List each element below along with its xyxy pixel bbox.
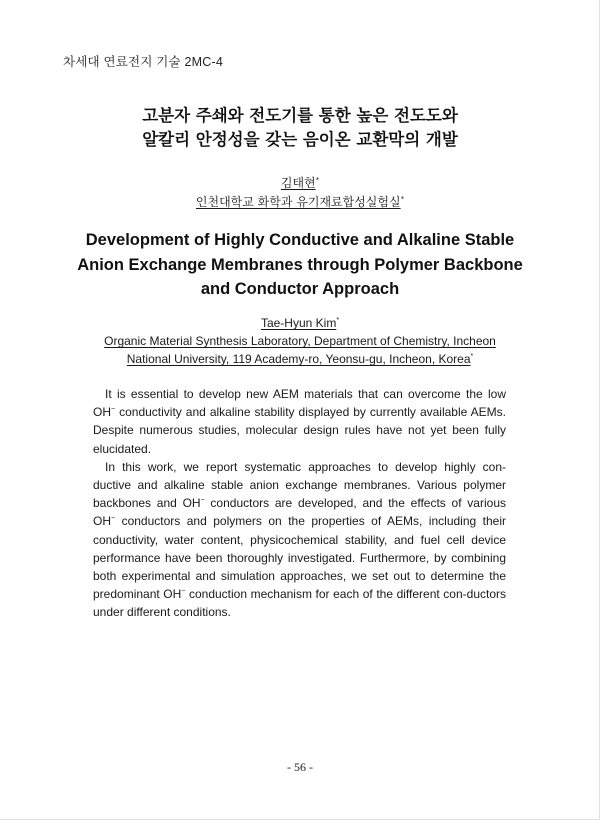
english-affiliation-line-2 <box>0 350 600 368</box>
korean-author <box>0 174 600 193</box>
abstract-p1-text-b: conductivity and alkaline stability displayed by currently available AEMs. Despite numerous studies, molecular design rules have not yet been fully elucidated. <box>93 405 506 456</box>
korean-title-line-1: 고분자 주쇄와 전도기를 통한 높은 전도도와 <box>142 106 458 125</box>
abstract-paragraph-1 <box>93 385 506 458</box>
english-affiliation-mark: * <box>470 353 474 360</box>
english-author <box>0 314 600 332</box>
superscript-minus: − <box>111 515 116 523</box>
english-author-mark: * <box>336 317 340 324</box>
english-author-name: Tae-Hyun Kim <box>260 316 337 330</box>
abstract-p2-text-d: conduction mechanism for each of the different con-ductors under different conditions. <box>93 587 506 620</box>
page-number: - 56 - <box>287 760 313 774</box>
english-title-line-2: Anion Exchange Membranes through Polymer Backbone <box>77 255 523 274</box>
english-title-line-3: and Conductor Approach <box>200 280 400 298</box>
english-author-block <box>0 314 600 368</box>
korean-author-mark: * <box>315 176 320 184</box>
abstract-p2-text-a: In this work, we report systematic approaches to develop highly con-ductive and alkaline stable anion exchange membranes. Various polymer backbones and OH <box>93 459 506 511</box>
korean-title-line-2: 알칼리 안정성을 갖는 음이온 교환막의 개발 <box>142 130 458 149</box>
abstract-p1-text-a: It is essential to develop new AEM materials that can overcome the low OH <box>93 387 506 420</box>
superscript-minus: − <box>181 588 186 596</box>
english-affiliation-text-2: National University, 119 Academy-ro, Yeonsu-gu, Incheon, Korea <box>126 352 471 366</box>
superscript-minus: − <box>200 497 205 505</box>
korean-author-name: 김태현 <box>280 176 316 190</box>
english-affiliation-text-1: Organic Material Synthesis Laboratory, Department of Chemistry, Incheon <box>104 334 496 348</box>
korean-title <box>0 104 600 152</box>
korean-affiliation-text: 인천대학교 화학과 유기재료합성실험실 <box>195 195 401 209</box>
superscript-minus: − <box>111 406 116 414</box>
english-title-line-1: Development of Highly Conductive and Alkaline Stable <box>85 231 515 249</box>
korean-affiliation <box>0 193 600 212</box>
abstract-paragraph-2 <box>93 458 506 622</box>
abstract <box>93 385 506 622</box>
session-label: 차세대 연료전지 기술 2MC-4 <box>63 55 224 69</box>
abstract-p2-text-c: conductors and polymers on the properties of AEMs, including their conductivity, water content, physicochemical stability, and fuel cell device performance have been thoroughly investigated. Furthermore, by combining both experimental and simulation approaches, we set out to determine the predominant OH <box>93 514 506 602</box>
korean-affiliation-mark: * <box>400 195 405 203</box>
abstract-p2-text-b: conductors are developed, and the effects of various OH <box>93 496 506 529</box>
english-affiliation-line-1 <box>0 332 600 350</box>
korean-author-block <box>0 174 600 212</box>
english-title <box>0 228 600 302</box>
